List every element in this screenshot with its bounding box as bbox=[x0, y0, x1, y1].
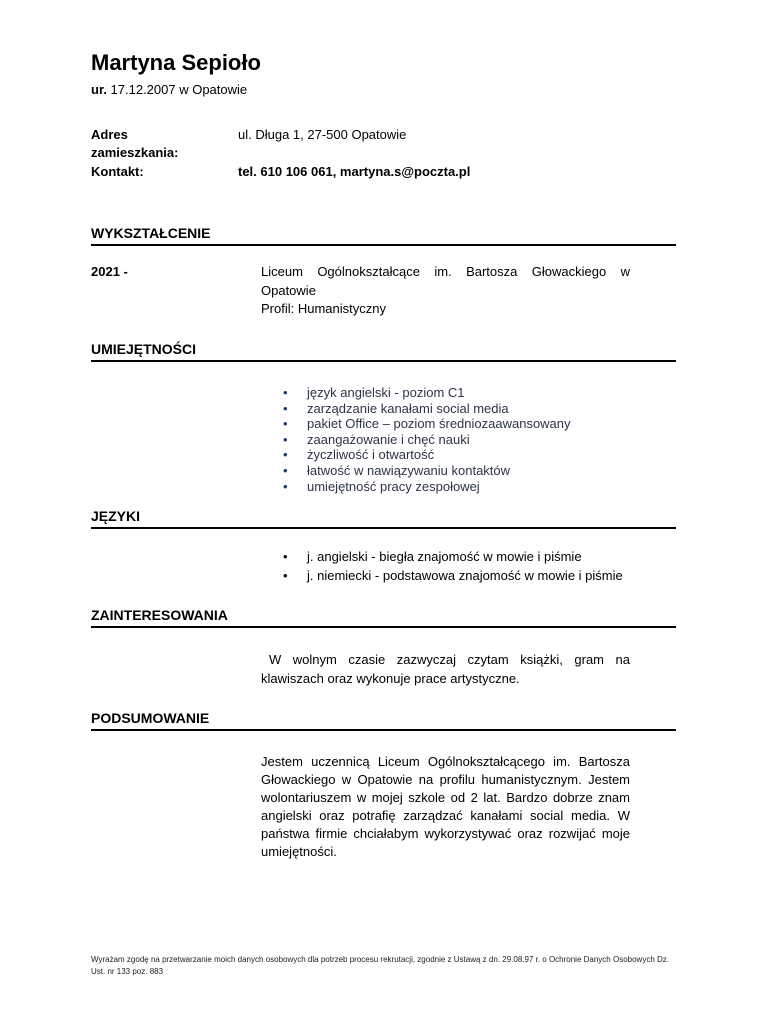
section-languages bbox=[91, 508, 676, 529]
list-item: • umiejętność pracy zespołowej bbox=[283, 479, 571, 495]
languages-list bbox=[283, 547, 623, 585]
candidate-name: Martyna Sepioło bbox=[91, 50, 261, 75]
section-interests bbox=[91, 607, 676, 628]
address-label-line2: zamieszkania: bbox=[91, 145, 179, 160]
section-title-summary: PODSUMOWANIE bbox=[91, 710, 210, 726]
section-education bbox=[91, 225, 676, 246]
birth-text: 17.12.2007 w Opatowie bbox=[110, 82, 248, 97]
section-title-education: WYKSZTAŁCENIE bbox=[91, 225, 211, 241]
section-summary bbox=[91, 710, 676, 731]
list-item: • zaangażowanie i chęć nauki bbox=[283, 432, 571, 448]
list-item: • zarządzanie kanałami social media bbox=[283, 401, 571, 417]
section-title-skills: UMIEJĘTNOŚCI bbox=[91, 341, 197, 357]
section-title-languages: JĘZYKI bbox=[91, 508, 141, 524]
section-skills bbox=[91, 341, 676, 362]
list-item: • życzliwość i otwartość bbox=[283, 447, 571, 463]
summary-text: Jestem uczennicą Liceum Ogólnokształcącego im. Bartosza Głowackiego w Opatowie na profilu humanistycznym. Jestem wolontariuszem w mojej szkole od 2 lat. Bardzo dobrze znam angielski oraz potrafię zarządzać kanałami social media. W państwa firmie chciałabym wykorzystywać oraz rozwijać moje umiejętności. bbox=[261, 754, 630, 859]
skills-list bbox=[283, 385, 571, 494]
list-item: • j. angielski - biegła znajomość w mowie i piśmie bbox=[283, 547, 623, 566]
address-value: ul. Długa 1, 27-500 Opatowie bbox=[238, 127, 407, 142]
birth-info bbox=[91, 82, 247, 97]
address-label-line1: Adres bbox=[91, 127, 128, 142]
education-entry bbox=[261, 263, 630, 319]
birth-label: ur. bbox=[91, 82, 107, 97]
gdpr-consent-note: Wyrażam zgodę na przetwarzanie moich danych osobowych dla potrzeb procesu rekrutacji, zgodnie z Ustawą z dn. 29.08.97 r. o Ochronie Danych Osobowych Dz. Ust. nr 133 poz. 883 bbox=[91, 955, 669, 976]
section-title-interests: ZAINTERESOWANIA bbox=[91, 607, 228, 623]
interests-text: W wolnym czasie zazwyczaj czytam książki, gram na klawiszach oraz wykonuje prace artystyczne. bbox=[261, 652, 630, 686]
address-label bbox=[91, 126, 201, 162]
list-item: • język angielski - poziom C1 bbox=[283, 385, 571, 401]
contact-value: tel. 610 106 061, martyna.s@poczta.pl bbox=[238, 164, 471, 179]
education-year: 2021 - bbox=[91, 264, 128, 279]
list-item: • łatwość w nawiązywaniu kontaktów bbox=[283, 463, 571, 479]
contact-label: Kontakt: bbox=[91, 164, 144, 179]
list-item: • pakiet Office – poziom średniozaawansowany bbox=[283, 416, 571, 432]
list-item: • j. niemiecki - podstawowa znajomość w mowie i piśmie bbox=[283, 566, 623, 585]
education-school: Liceum Ogólnokształcące im. Bartosza Głowackiego w Opatowie bbox=[261, 264, 630, 298]
education-profile: Profil: Humanistyczny bbox=[261, 301, 386, 316]
